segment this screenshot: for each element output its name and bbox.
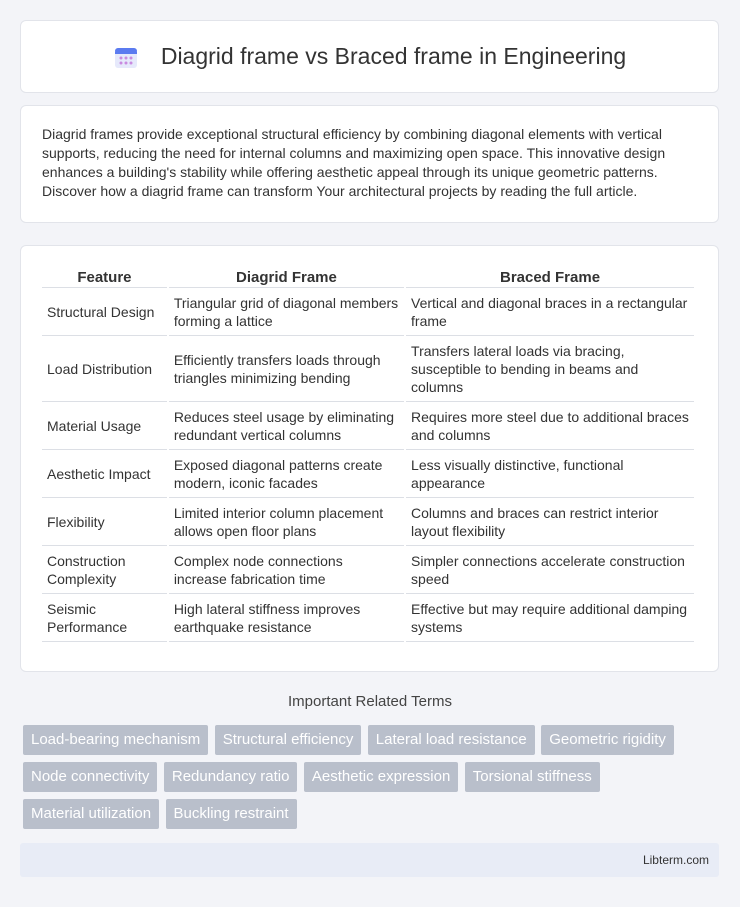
table-row [42, 498, 694, 546]
related-terms-list [23, 725, 723, 836]
related-term-tag[interactable]: Load-bearing mechanism [23, 725, 208, 755]
braced-cell: Requires more steel due to additional braces and columns [406, 402, 694, 450]
footer-site-link[interactable]: Libterm.com [642, 853, 709, 867]
braced-cell: Transfers lateral loads via bracing, susceptible to bending in beams and columns [406, 336, 694, 402]
diagrid-cell: Triangular grid of diagonal members forming a lattice [169, 288, 404, 336]
comparison-table [40, 266, 696, 642]
related-terms-title: Important Related Terms [288, 693, 452, 710]
related-term-tag[interactable]: Node connectivity [23, 762, 157, 792]
diagrid-cell: Exposed diagonal patterns create modern, iconic facades [169, 450, 404, 498]
related-term-tag[interactable]: Buckling restraint [166, 799, 297, 829]
braced-cell: Simpler connections accelerate construction speed [406, 546, 694, 594]
related-term-tag[interactable]: Aesthetic expression [304, 762, 458, 792]
table-row [42, 402, 694, 450]
diagrid-cell: Reduces steel usage by eliminating redundant vertical columns [169, 402, 404, 450]
feature-cell: Aesthetic Impact [42, 450, 167, 498]
table-header-row [42, 266, 694, 288]
related-term-tag[interactable]: Material utilization [23, 799, 159, 829]
column-header: Braced Frame [406, 266, 694, 288]
title-card [20, 20, 719, 93]
braced-cell: Columns and braces can restrict interior layout flexibility [406, 498, 694, 546]
feature-cell: Structural Design [42, 288, 167, 336]
intro-card [20, 105, 719, 223]
intro-text: Diagrid frames provide exceptional structural efficiency by combining diagonal elements with vertical supports, reducing the need for internal columns and maximizing open space. This innovative design enhances a building's stability while offering aesthetic appeal through its unique geometric patterns. Discover how a diagrid frame can transform Your architectural projects by reading the full article. [42, 126, 666, 199]
table-row [42, 546, 694, 594]
feature-cell: Load Distribution [42, 336, 167, 402]
braced-cell: Less visually distinctive, functional appearance [406, 450, 694, 498]
column-header: Diagrid Frame [169, 266, 404, 288]
page-title: Diagrid frame vs Braced frame in Engineering [160, 43, 627, 69]
related-term-tag[interactable]: Geometric rigidity [541, 725, 674, 755]
feature-cell: Material Usage [42, 402, 167, 450]
table-row [42, 288, 694, 336]
related-term-tag[interactable]: Torsional stiffness [465, 762, 600, 792]
footer [20, 843, 719, 877]
table-row [42, 594, 694, 642]
feature-cell: Seismic Performance [42, 594, 167, 642]
calendar-icon [113, 44, 139, 70]
feature-cell: Flexibility [42, 498, 167, 546]
diagrid-cell: Complex node connections increase fabrication time [169, 546, 404, 594]
column-header: Feature [42, 266, 167, 288]
table-row [42, 336, 694, 402]
related-term-tag[interactable]: Lateral load resistance [368, 725, 535, 755]
feature-cell: Construction Complexity [42, 546, 167, 594]
related-term-tag[interactable]: Redundancy ratio [164, 762, 298, 792]
table-row [42, 450, 694, 498]
braced-cell: Effective but may require additional damping systems [406, 594, 694, 642]
related-term-tag[interactable]: Structural efficiency [215, 725, 362, 755]
comparison-table-card [20, 245, 719, 672]
diagrid-cell: High lateral stiffness improves earthquake resistance [169, 594, 404, 642]
braced-cell: Vertical and diagonal braces in a rectangular frame [406, 288, 694, 336]
diagrid-cell: Limited interior column placement allows open floor plans [169, 498, 404, 546]
diagrid-cell: Efficiently transfers loads through triangles minimizing bending [169, 336, 404, 402]
